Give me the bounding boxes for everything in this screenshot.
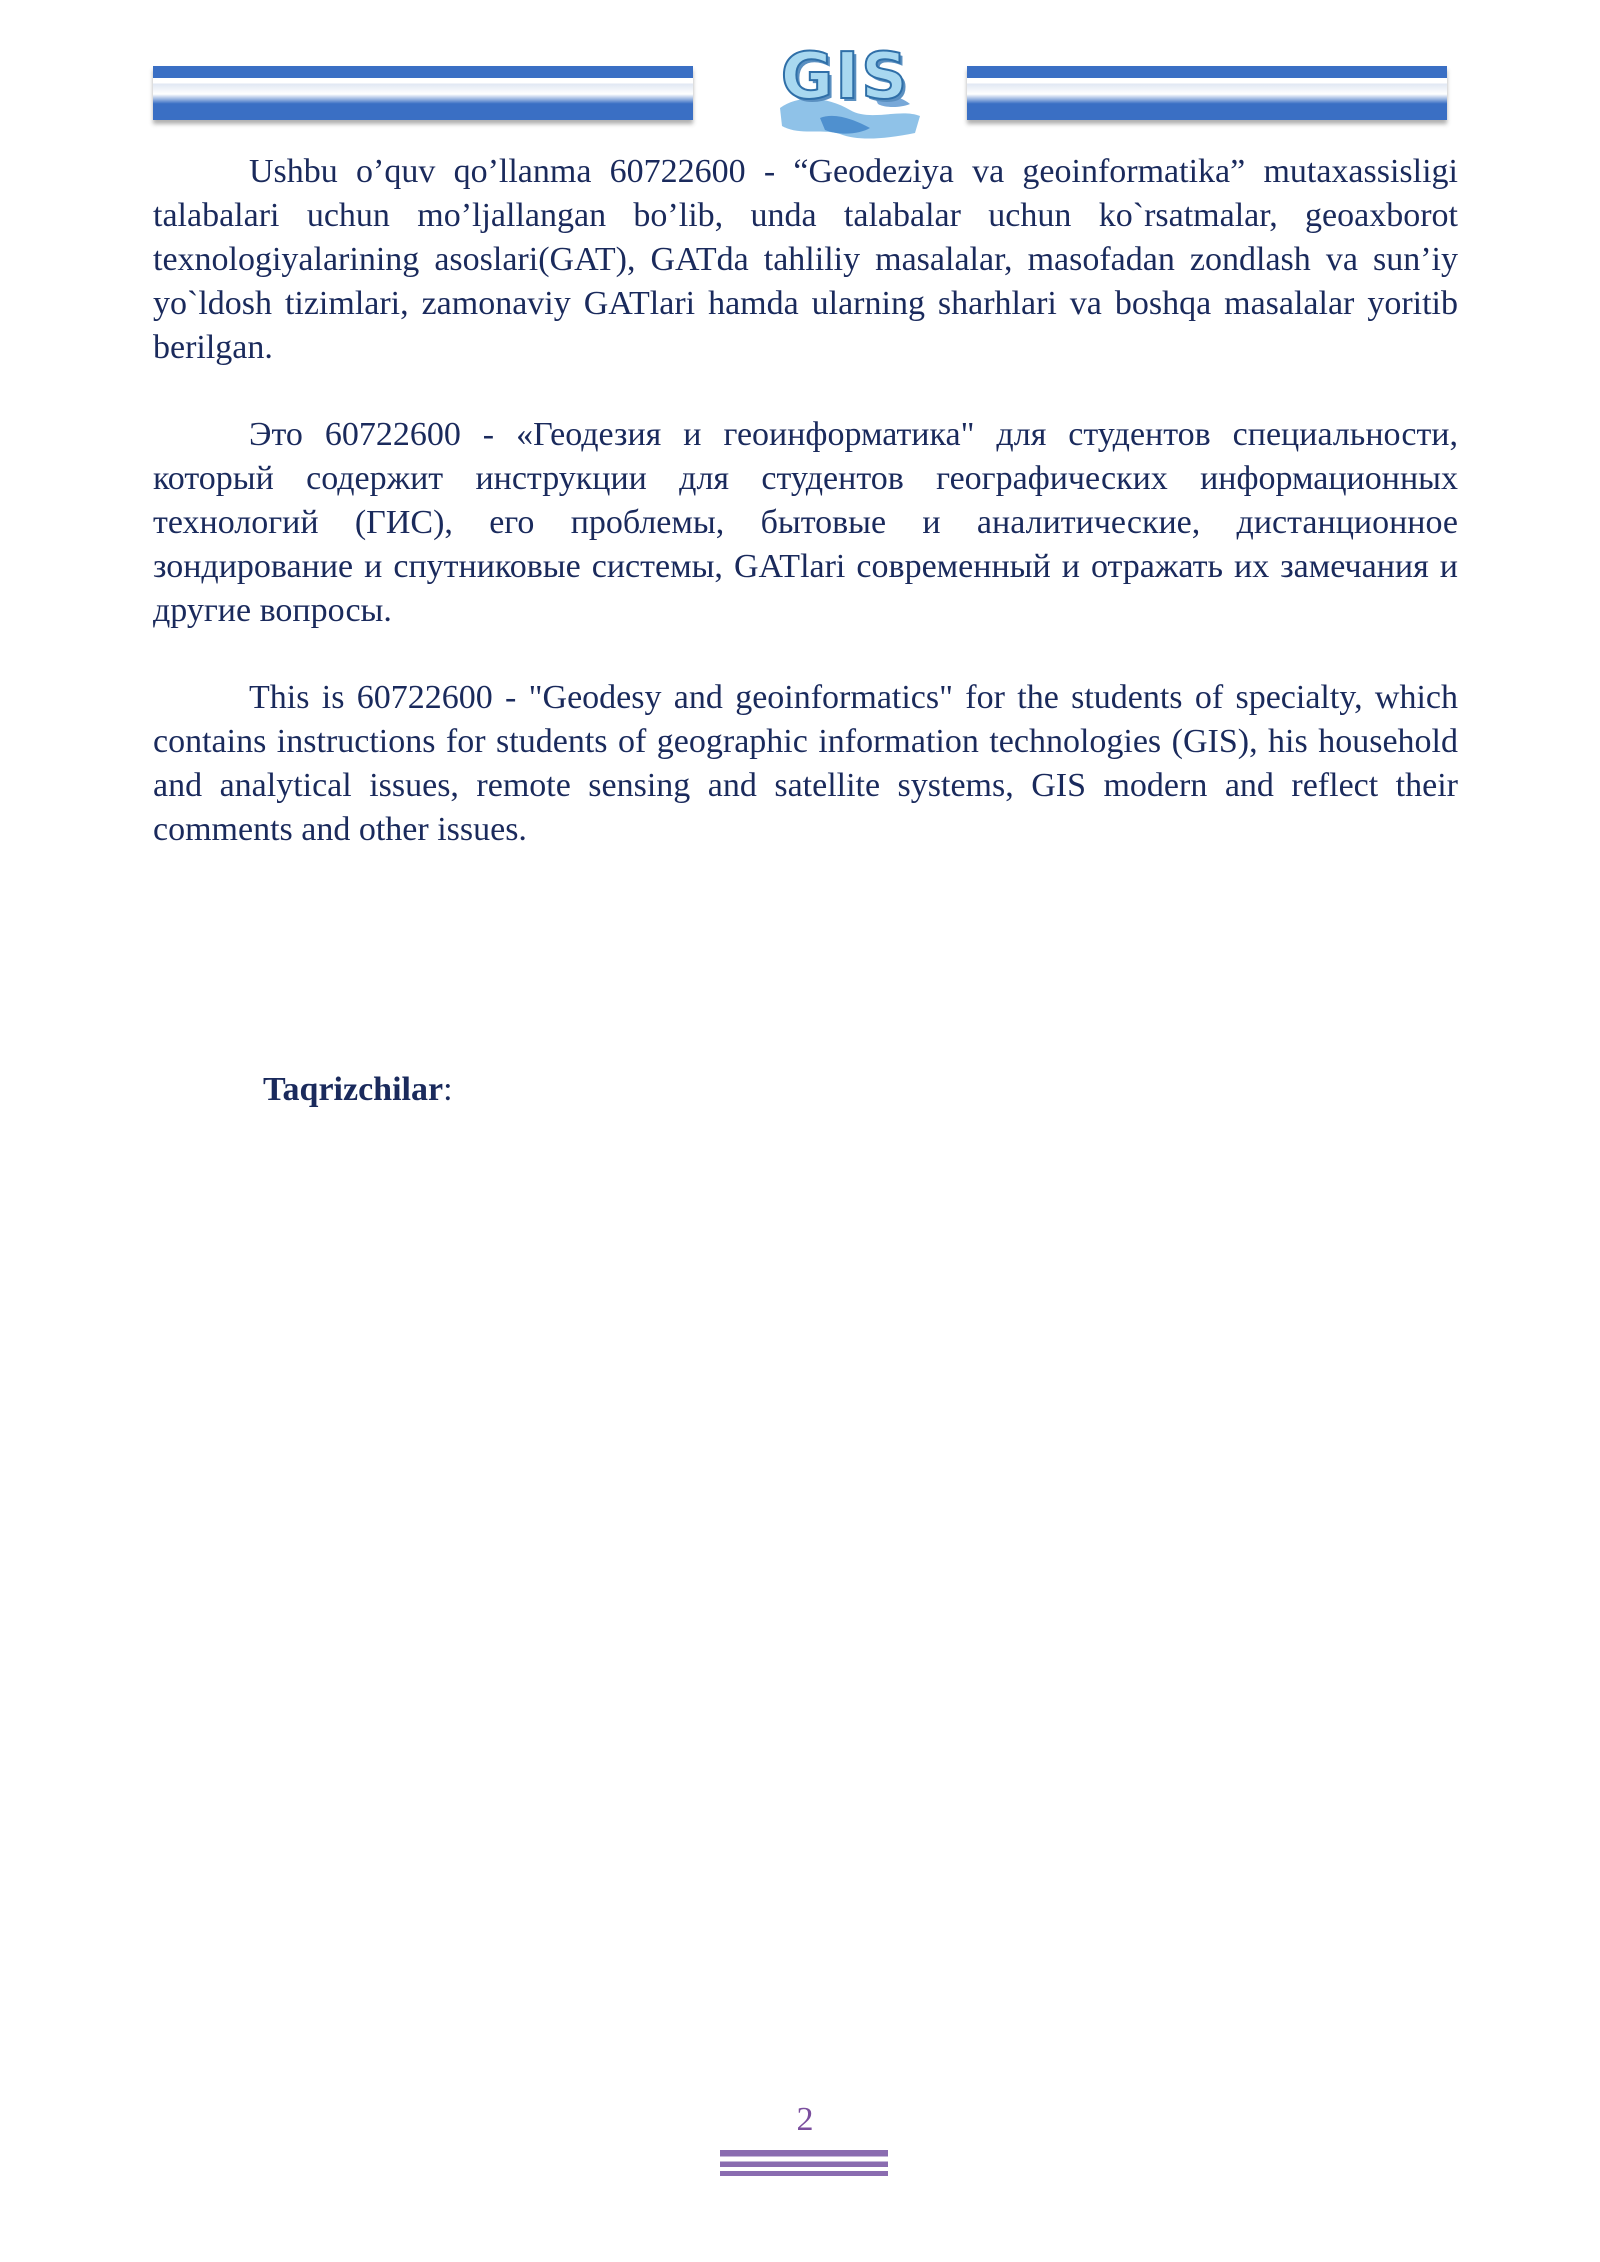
reviewers-heading <box>263 1068 453 1112</box>
paragraph-russian: Это 60722600 - «Геодезия и геоинформатика" для студентов специальности, который содержит инструкции для студентов географических информационных технологий (ГИС), его проблемы, бытовые и аналитические, дистанционное зондирование и спутниковые системы, GATlari современный и отражать их замечания и другие вопросы. <box>153 416 1458 629</box>
header-stripe-left <box>153 66 693 120</box>
reviewers-label: Taqrizchilar <box>263 1071 444 1108</box>
paragraph-english: This is 60722600 - "Geodesy and geoinformatics" for the students of specialty, which contains instructions for students of geographic information technologies (GIS), his household and analytical issues, remote sensing and satellite systems, GIS modern and reflect their comments and other issues. <box>153 679 1458 848</box>
paragraph-uzbek: Ushbu o’quv qo’llanma 60722600 - “Geodeziya va geoinformatika” mutaxassisligi talabalari uchun mo’ljallangan bo’lib, unda talabalar uchun ko`rsatmalar, geoaxborot texnologiyalarining asoslari(GAT), GATda tahliliy masalalar, masofadan zondlash va sun’iy yo`ldosh tizimlari, zamonaviy GATlari hamda ularning sharhlari va boshqa masalalar yoritib berilgan. <box>153 153 1458 366</box>
document-body <box>153 150 1458 895</box>
logo-text: GIS <box>780 40 910 114</box>
reviewers-colon: : <box>443 1071 453 1108</box>
gis-logo <box>760 38 930 148</box>
footer-stripe <box>720 2150 888 2176</box>
header-stripe-right <box>967 66 1447 120</box>
page-number: 2 <box>796 2101 814 2138</box>
